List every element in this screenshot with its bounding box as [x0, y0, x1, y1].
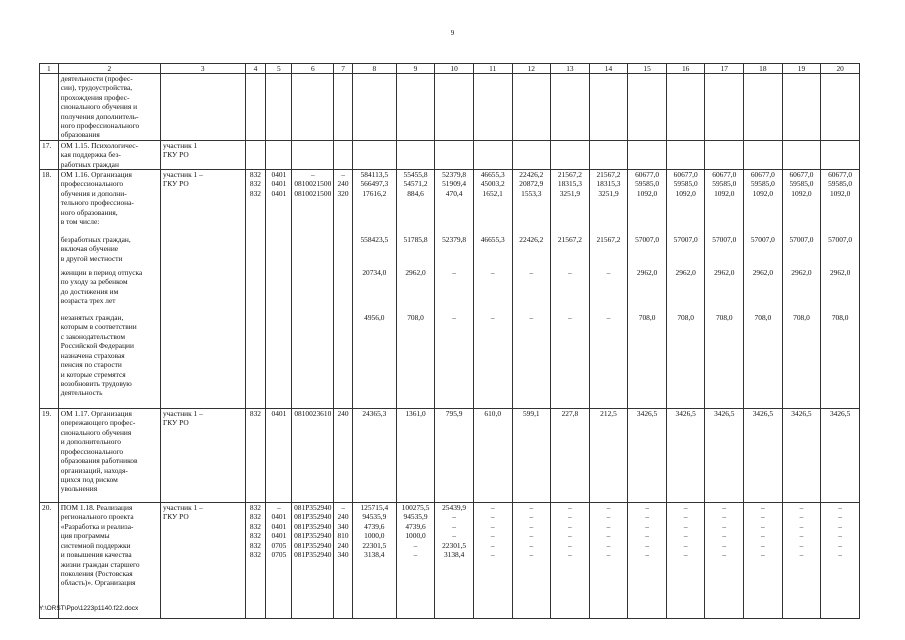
cell-value: 52379,8 51909,4 470,4	[435, 170, 474, 236]
cell-value: 46655,3 45003,2 1652,1	[473, 170, 512, 236]
cell-value: 55455,8 54571,2 884,6	[396, 170, 435, 236]
cell-c5	[266, 235, 292, 268]
cell-c1	[40, 74, 59, 141]
cell-value: 25439,9 – – – 22301,5 3138,4	[435, 503, 474, 619]
cell-value: – – – – – –	[551, 503, 590, 619]
cell-value: –	[435, 313, 474, 409]
cell-c7: 240	[334, 409, 353, 503]
cell-value: 60677,0 59585,0 1092,0	[666, 170, 705, 236]
cell-value: 21567,2	[551, 235, 590, 268]
cell-value: 21567,2 18315,3 3251,9	[551, 170, 590, 236]
cell-value: 599,1	[512, 409, 551, 503]
column-number-9: 9	[396, 64, 435, 74]
cell-value: 708,0	[705, 313, 744, 409]
column-number-3: 3	[161, 64, 246, 74]
cell-c5	[266, 268, 292, 313]
cell-value: 708,0	[628, 313, 667, 409]
cell-c1	[40, 235, 59, 268]
cell-value: –	[551, 313, 590, 409]
page-number: 9	[450, 29, 455, 37]
cell-value: 3426,5	[705, 409, 744, 503]
cell-c4	[245, 268, 266, 313]
cell-c6	[292, 140, 334, 169]
cell-c7: – 240 320	[334, 170, 353, 236]
table-row	[40, 409, 860, 503]
column-number-16: 16	[666, 64, 705, 74]
cell-c1	[40, 313, 59, 409]
cell-c6	[292, 313, 334, 409]
cell-c4	[245, 235, 266, 268]
cell-c4	[245, 140, 266, 169]
cell-value: 57007,0	[821, 235, 860, 268]
column-number-19: 19	[782, 64, 821, 74]
cell-value: 57007,0	[782, 235, 821, 268]
cell-value: 212,5	[589, 409, 628, 503]
cell-value: 125715,4 94535,9 4739,6 1000,0 22301,5 3138,4	[352, 503, 396, 619]
cell-value: – – – – – –	[473, 503, 512, 619]
cell-c6	[292, 235, 334, 268]
cell-value: –	[473, 313, 512, 409]
cell-value: 4956,0	[352, 313, 396, 409]
cell-value: 3426,5	[821, 409, 860, 503]
cell-value	[435, 74, 474, 141]
cell-value	[744, 140, 783, 169]
cell-c6	[292, 74, 334, 141]
cell-value: 24365,3	[352, 409, 396, 503]
cell-c3: участник 1 – ГКУ РО	[161, 170, 246, 236]
cell-value: –	[512, 313, 551, 409]
cell-c5	[266, 74, 292, 141]
cell-c6: 0810023610	[292, 409, 334, 503]
cell-c4	[245, 313, 266, 409]
cell-value: 2962,0	[782, 268, 821, 313]
column-number-14: 14	[589, 64, 628, 74]
cell-value: 708,0	[821, 313, 860, 409]
cell-c7	[334, 313, 353, 409]
budget-table	[39, 63, 860, 619]
cell-value	[396, 140, 435, 169]
cell-value	[589, 74, 628, 141]
cell-value	[512, 140, 551, 169]
cell-value	[473, 74, 512, 141]
cell-value: –	[589, 313, 628, 409]
cell-c2: незанятых граждан, которым в соответствии с законодательством Российской Федерации назначена страховая пенсия по старости и которые стремятся возобновить трудовую деятельность	[58, 313, 160, 409]
cell-c2: ОМ 1.15. Психологичес- кая поддержка без- работных граждан	[58, 140, 160, 169]
cell-c1: 18.	[40, 170, 59, 236]
column-number-2: 2	[58, 64, 160, 74]
cell-value: 610,0	[473, 409, 512, 503]
cell-value	[821, 74, 860, 141]
cell-value	[782, 74, 821, 141]
cell-c6: 081P352940 081P352940 081P352940 081P352940 081P352940 081P352940	[292, 503, 334, 619]
column-number-20: 20	[821, 64, 860, 74]
cell-value: – – – – – –	[666, 503, 705, 619]
cell-value	[666, 140, 705, 169]
cell-value	[628, 74, 667, 141]
column-number-13: 13	[551, 64, 590, 74]
cell-c5: – 0401 0401 0401 0705 0705	[266, 503, 292, 619]
cell-value: 2962,0	[821, 268, 860, 313]
cell-c1: 17.	[40, 140, 59, 169]
cell-value	[396, 74, 435, 141]
cell-value: 584113,5 566497,3 17616,2	[352, 170, 396, 236]
cell-value: 57007,0	[666, 235, 705, 268]
column-number-4: 4	[245, 64, 266, 74]
cell-value: 22426,2 20872,9 1553,3	[512, 170, 551, 236]
cell-c6: – 0810021500 0810021500	[292, 170, 334, 236]
cell-value: 2962,0	[666, 268, 705, 313]
cell-value: 60677,0 59585,0 1092,0	[782, 170, 821, 236]
table-row	[40, 503, 860, 619]
cell-value	[628, 140, 667, 169]
table-row	[40, 268, 860, 313]
cell-value: 708,0	[396, 313, 435, 409]
cell-value: 795,9	[435, 409, 474, 503]
column-number-row	[40, 64, 860, 74]
cell-c3	[161, 74, 246, 141]
cell-value: 3426,5	[782, 409, 821, 503]
cell-value: 3426,5	[666, 409, 705, 503]
cell-value	[705, 74, 744, 141]
cell-value	[352, 140, 396, 169]
cell-value: – – – – – –	[589, 503, 628, 619]
cell-c2: женщин в период отпуска по уходу за ребенком до достижения им возраста трех лет	[58, 268, 160, 313]
column-number-6: 6	[292, 64, 334, 74]
cell-value: 2962,0	[396, 268, 435, 313]
cell-value	[821, 140, 860, 169]
cell-c3: участник 1 – ГКУ РО	[161, 409, 246, 503]
cell-value: – – – – – –	[705, 503, 744, 619]
cell-c5	[266, 313, 292, 409]
cell-value	[551, 140, 590, 169]
cell-c4: 832 832 832	[245, 170, 266, 236]
cell-value	[473, 140, 512, 169]
cell-value: 51785,8	[396, 235, 435, 268]
cell-value: –	[435, 268, 474, 313]
cell-c2: ОМ 1.16. Организация профессионального обучения и дополни- тельного профессиона- ного образования, в том числе:	[58, 170, 160, 236]
cell-value: 60677,0 59585,0 1092,0	[744, 170, 783, 236]
cell-c5: 0401 0401 0401	[266, 170, 292, 236]
cell-value: 57007,0	[705, 235, 744, 268]
cell-value: 21567,2	[589, 235, 628, 268]
cell-value: – – – – – –	[512, 503, 551, 619]
column-number-7: 7	[334, 64, 353, 74]
cell-value: 708,0	[782, 313, 821, 409]
cell-c2: деятельности (профес- сии), трудоустройства, прохождения профес- сионального обучения и получения дополнитель- ного профессионального образования	[58, 74, 160, 141]
cell-value: 60677,0 59585,0 1092,0	[705, 170, 744, 236]
cell-value: 3426,5	[744, 409, 783, 503]
cell-c4	[245, 74, 266, 141]
cell-value: 57007,0	[628, 235, 667, 268]
cell-c3	[161, 235, 246, 268]
cell-c6	[292, 268, 334, 313]
cell-c3	[161, 313, 246, 409]
cell-c7	[334, 268, 353, 313]
cell-c1	[40, 268, 59, 313]
column-number-1: 1	[40, 64, 59, 74]
column-number-10: 10	[435, 64, 474, 74]
cell-c2: безработных граждан, включая обучение в другой местности	[58, 235, 160, 268]
cell-value: – – – – – –	[782, 503, 821, 619]
cell-c3: участник 1 ГКУ РО	[161, 140, 246, 169]
cell-value: 46655,3	[473, 235, 512, 268]
cell-value: – – – – – –	[628, 503, 667, 619]
column-number-15: 15	[628, 64, 667, 74]
cell-c3	[161, 268, 246, 313]
cell-value	[551, 74, 590, 141]
cell-value	[435, 140, 474, 169]
cell-c1: 20.	[40, 503, 59, 619]
cell-value: –	[589, 268, 628, 313]
cell-c2: ОМ 1.17. Организация опережающего профес- сионального обучения и дополнительного профессионального образования работников организаций, находя- щихся под риском увольнения	[58, 409, 160, 503]
cell-value: –	[512, 268, 551, 313]
cell-value: 1361,0	[396, 409, 435, 503]
cell-value: 100275,5 94535,9 4739,6 1000,0 – –	[396, 503, 435, 619]
column-number-11: 11	[473, 64, 512, 74]
cell-value: 52379,8	[435, 235, 474, 268]
cell-value: –	[473, 268, 512, 313]
column-number-5: 5	[266, 64, 292, 74]
cell-value	[512, 74, 551, 141]
column-number-17: 17	[705, 64, 744, 74]
cell-value: 60677,0 59585,0 1092,0	[628, 170, 667, 236]
table-row	[40, 313, 860, 409]
cell-c4: 832	[245, 409, 266, 503]
cell-c3: участник 1 – ГКУ РО	[161, 503, 246, 619]
table-row	[40, 170, 860, 236]
column-number-18: 18	[744, 64, 783, 74]
cell-c7	[334, 74, 353, 141]
cell-c4: 832 832 832 832 832 832	[245, 503, 266, 619]
cell-value	[352, 74, 396, 141]
cell-value	[782, 140, 821, 169]
cell-value: 3426,5	[628, 409, 667, 503]
cell-value	[744, 74, 783, 141]
cell-value: 2962,0	[705, 268, 744, 313]
cell-value: 22426,2	[512, 235, 551, 268]
cell-value: 2962,0	[744, 268, 783, 313]
cell-value: 21567,2 18315,3 3251,9	[589, 170, 628, 236]
file-path-footer: Y:\ORST\Ppo\1223p1140.f22.docx	[39, 605, 139, 612]
table-row	[40, 74, 860, 141]
cell-c5: 0401	[266, 409, 292, 503]
column-number-12: 12	[512, 64, 551, 74]
cell-value: 60677,0 59585,0 1092,0	[821, 170, 860, 236]
cell-value: 708,0	[666, 313, 705, 409]
cell-c7: – 240 340 810 240 340	[334, 503, 353, 619]
cell-c7	[334, 140, 353, 169]
cell-value: 558423,5	[352, 235, 396, 268]
cell-c5	[266, 140, 292, 169]
cell-value: 708,0	[744, 313, 783, 409]
cell-value: 2962,0	[628, 268, 667, 313]
cell-value: – – – – – –	[821, 503, 860, 619]
cell-c1: 19.	[40, 409, 59, 503]
cell-value: 20734,0	[352, 268, 396, 313]
cell-value	[589, 140, 628, 169]
column-number-8: 8	[352, 64, 396, 74]
cell-value	[705, 140, 744, 169]
table-row	[40, 235, 860, 268]
cell-c7	[334, 235, 353, 268]
cell-c2: ПОМ 1.18. Реализация регионального проекта «Разработка и реализа- ция программы системной поддержки и повышения качества жизни граждан старшего поколения (Ростовская область)». Организация	[58, 503, 160, 619]
cell-value: 227,8	[551, 409, 590, 503]
cell-value: –	[551, 268, 590, 313]
table-row	[40, 140, 860, 169]
cell-value: 57007,0	[744, 235, 783, 268]
cell-value	[666, 74, 705, 141]
cell-value: – – – – – –	[744, 503, 783, 619]
